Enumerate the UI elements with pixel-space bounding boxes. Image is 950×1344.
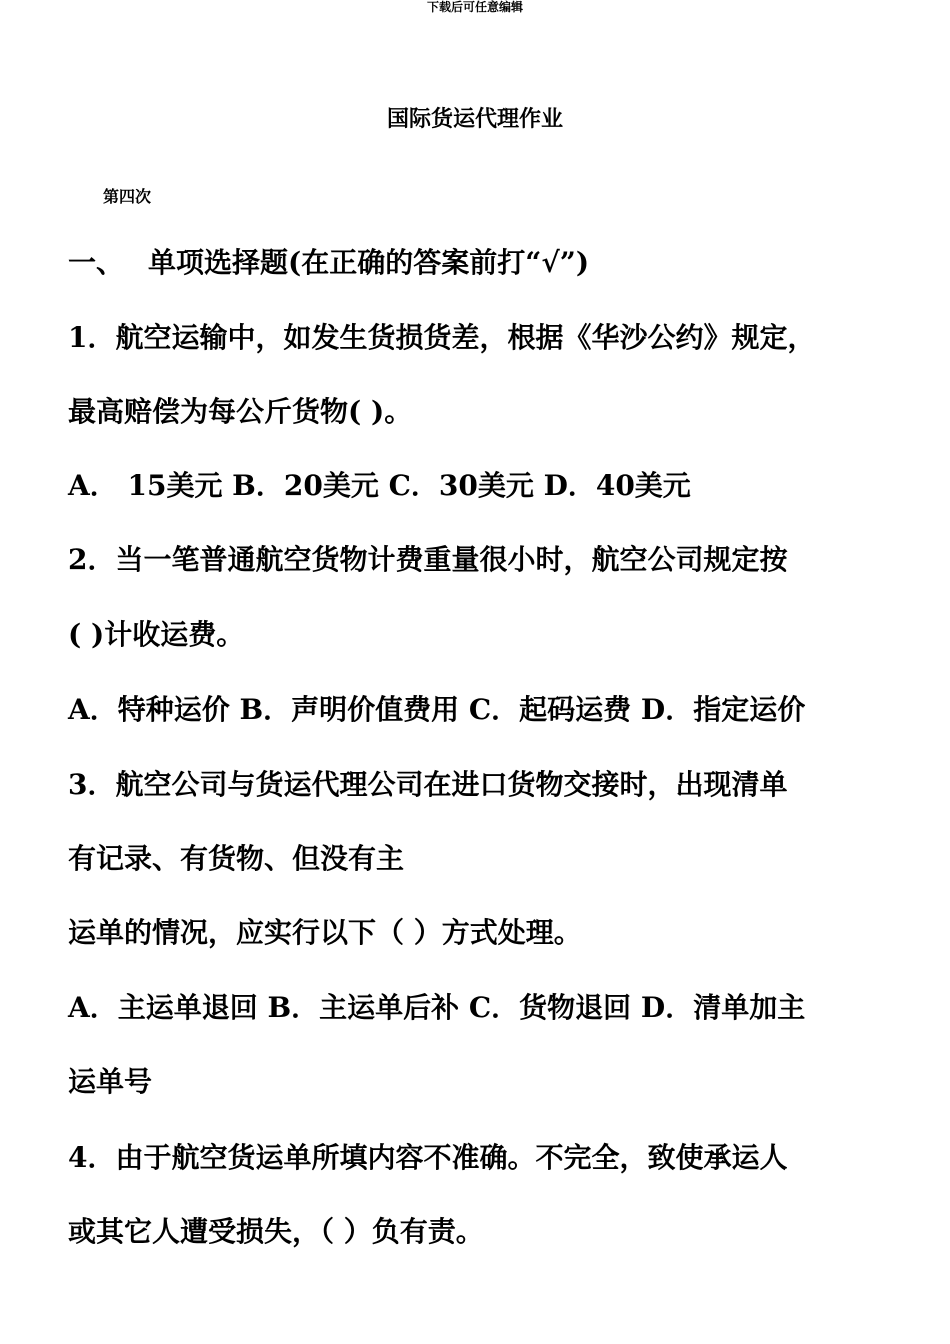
question-3-line-1: 3．航空公司与货运代理公司在进口货物交接时，出现清单 [68,768,788,801]
section-heading [68,243,589,283]
question-3-line-3: 运单的情况，应实行以下（ ）方式处理。 [68,916,582,949]
assignment-number: 第四次 [103,187,152,206]
question-1-line-2: 最高赔偿为每公斤货物( )。 [68,395,413,428]
question-3-options: A．主运单退回 B．主运单后补 C．货物退回 D．清单加主 [68,991,806,1024]
question-3-options-cont: 运单号 [68,1065,153,1098]
question-4-line-2: 或其它人遭受损失，（ ）负有责。 [68,1215,484,1248]
question-1-options: A． 15美元 B．20美元 C．30美元 D．40美元 [68,469,691,502]
question-1-line-1: 1．航空运输中，如发生货损货差，根据《华沙公约》规定， [68,321,816,354]
question-3-line-2: 有记录、有货物、但没有主 [68,842,405,875]
question-2-options: A．特种运价 B．声明价值费用 C．起码运费 D．指定运价 [68,693,806,726]
download-note: 下载后可任意编辑 [426,0,523,14]
section-number: 一、 [68,246,125,279]
section-title: 单项选择题(在正确的答案前打“√”) [148,246,590,279]
question-2-line-1: 2．当一笔普通航空货物计费重量很小时，航空公司规定按 [68,543,788,576]
question-4-line-1: 4．由于航空货运单所填内容不准确。不完全，致使承运人 [68,1141,788,1174]
document-title: 国际货运代理作业 [386,107,563,132]
question-2-line-2: ( )计收运费。 [68,618,245,651]
